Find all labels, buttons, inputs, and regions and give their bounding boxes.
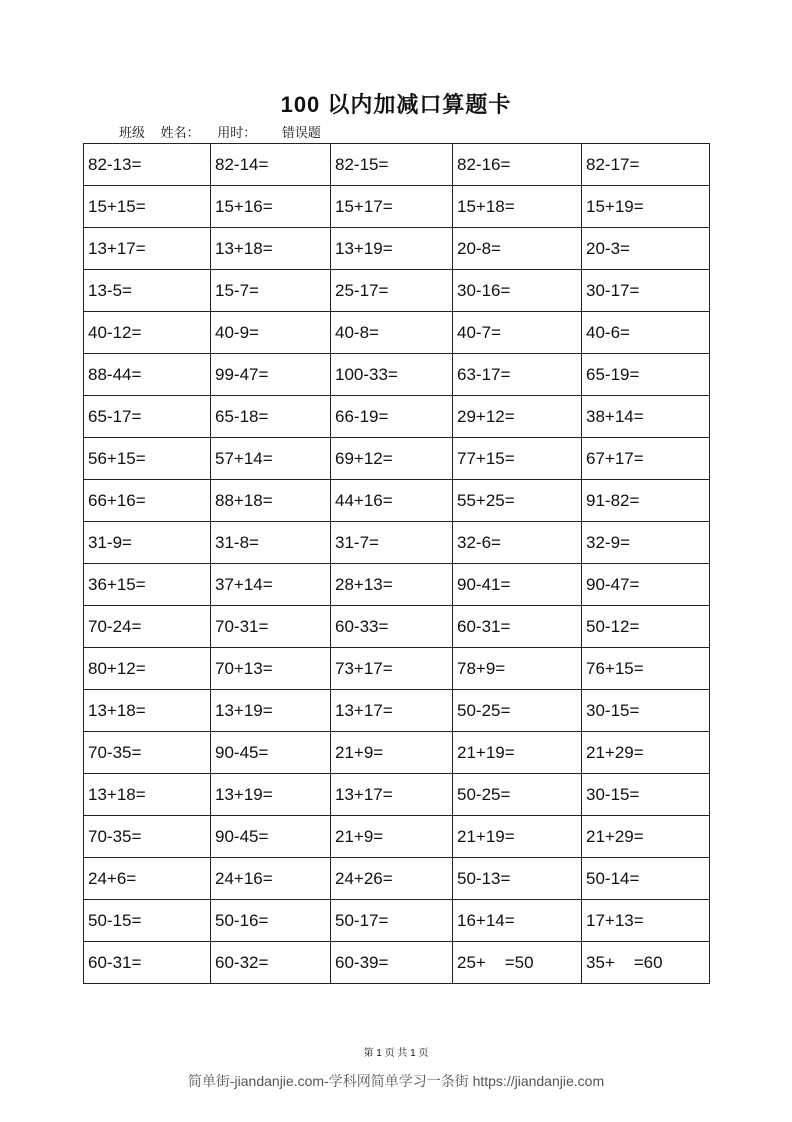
problem-cell: 91-82=	[582, 480, 710, 522]
problem-cell: 40-8=	[331, 312, 453, 354]
problem-cell: 65-17=	[84, 396, 211, 438]
name-label: 姓名：	[160, 125, 200, 140]
problem-cell: 90-47=	[582, 564, 710, 606]
problem-cell: 70-35=	[84, 816, 211, 858]
problem-cell: 40-9=	[211, 312, 331, 354]
problem-cell: 24+16=	[211, 858, 331, 900]
class-label: 班级	[119, 125, 146, 140]
problem-cell: 24+26=	[331, 858, 453, 900]
problem-cell: 78+9=	[453, 648, 582, 690]
problem-cell: 70-31=	[211, 606, 331, 648]
problem-cell: 25+ =50	[453, 942, 582, 984]
page-title: 100 以内加减口算题卡	[280, 92, 512, 117]
problem-cell: 29+12=	[453, 396, 582, 438]
errors-label: 错误题	[281, 125, 321, 140]
problem-cell: 13-5=	[84, 270, 211, 312]
problem-cell: 60-39=	[331, 942, 453, 984]
problem-row	[84, 774, 710, 816]
problem-cell: 15-7=	[211, 270, 331, 312]
problem-row	[84, 606, 710, 648]
problem-cell: 50-17=	[331, 900, 453, 942]
problem-row	[84, 354, 710, 396]
problem-row	[84, 312, 710, 354]
problem-cell: 30-15=	[582, 690, 710, 732]
problem-cell: 82-17=	[582, 144, 710, 186]
problem-cell: 60-32=	[211, 942, 331, 984]
time-label: 用时：	[217, 125, 257, 140]
header-fields	[119, 122, 321, 141]
problem-cell: 82-15=	[331, 144, 453, 186]
problem-cell: 30-15=	[582, 774, 710, 816]
problem-row	[84, 564, 710, 606]
problem-cell: 21+29=	[582, 732, 710, 774]
problem-cell: 50-14=	[582, 858, 710, 900]
problem-row	[84, 690, 710, 732]
problem-cell: 37+14=	[211, 564, 331, 606]
problem-cell: 90-45=	[211, 816, 331, 858]
problem-row	[84, 270, 710, 312]
problem-cell: 60-33=	[331, 606, 453, 648]
problem-cell: 90-45=	[211, 732, 331, 774]
problem-cell: 82-14=	[211, 144, 331, 186]
problem-cell: 21+19=	[453, 732, 582, 774]
problem-row	[84, 732, 710, 774]
problem-cell: 77+15=	[453, 438, 582, 480]
problem-cell: 50-12=	[582, 606, 710, 648]
problem-cell: 82-16=	[453, 144, 582, 186]
problem-cell: 67+17=	[582, 438, 710, 480]
problem-cell: 63-17=	[453, 354, 582, 396]
problem-cell: 15+16=	[211, 186, 331, 228]
problem-cell: 15+18=	[453, 186, 582, 228]
problem-cell: 38+14=	[582, 396, 710, 438]
problem-cell: 73+17=	[331, 648, 453, 690]
problem-row	[84, 522, 710, 564]
problem-cell: 15+17=	[331, 186, 453, 228]
problem-cell: 13+17=	[331, 774, 453, 816]
problem-cell: 30-17=	[582, 270, 710, 312]
problem-cell: 66+16=	[84, 480, 211, 522]
problem-cell: 31-7=	[331, 522, 453, 564]
problem-cell: 50-25=	[453, 774, 582, 816]
problem-cell: 88+18=	[211, 480, 331, 522]
problem-cell: 50-15=	[84, 900, 211, 942]
problem-cell: 44+16=	[331, 480, 453, 522]
problem-cell: 20-8=	[453, 228, 582, 270]
problem-cell: 99-47=	[211, 354, 331, 396]
page-number: 第 1 页 共 1 页	[363, 1048, 429, 1059]
problem-cell: 56+15=	[84, 438, 211, 480]
problem-row	[84, 480, 710, 522]
problem-cell: 20-3=	[582, 228, 710, 270]
problem-cell: 80+12=	[84, 648, 211, 690]
problem-cell: 31-9=	[84, 522, 211, 564]
problem-cell: 32-9=	[582, 522, 710, 564]
problem-cell: 13+17=	[84, 228, 211, 270]
problem-cell: 21+19=	[453, 816, 582, 858]
problem-cell: 13+19=	[331, 228, 453, 270]
problem-cell: 15+15=	[84, 186, 211, 228]
problem-cell: 13+19=	[211, 690, 331, 732]
problem-cell: 66-19=	[331, 396, 453, 438]
problem-cell: 13+19=	[211, 774, 331, 816]
problem-cell: 13+17=	[331, 690, 453, 732]
problem-cell: 21+29=	[582, 816, 710, 858]
problem-cell: 40-7=	[453, 312, 582, 354]
problem-row	[84, 144, 710, 186]
problem-row	[84, 900, 710, 942]
problem-cell: 36+15=	[84, 564, 211, 606]
problem-cell: 50-13=	[453, 858, 582, 900]
problem-cell: 35+ =60	[582, 942, 710, 984]
problem-cell: 15+19=	[582, 186, 710, 228]
problem-cell: 31-8=	[211, 522, 331, 564]
problem-cell: 50-25=	[453, 690, 582, 732]
problem-cell: 70-35=	[84, 732, 211, 774]
problem-row	[84, 816, 710, 858]
problem-cell: 69+12=	[331, 438, 453, 480]
problem-cell: 88-44=	[84, 354, 211, 396]
problem-row	[84, 942, 710, 984]
problem-cell: 65-18=	[211, 396, 331, 438]
problem-cell: 40-6=	[582, 312, 710, 354]
problem-cell: 21+9=	[331, 816, 453, 858]
problem-cell: 28+13=	[331, 564, 453, 606]
problem-cell: 13+18=	[84, 690, 211, 732]
problem-row	[84, 438, 710, 480]
problem-cell: 32-6=	[453, 522, 582, 564]
problem-cell: 57+14=	[211, 438, 331, 480]
problem-cell: 70+13=	[211, 648, 331, 690]
problem-cell: 60-31=	[84, 942, 211, 984]
problem-grid	[83, 143, 710, 984]
problem-cell: 16+14=	[453, 900, 582, 942]
problem-cell: 100-33=	[331, 354, 453, 396]
problem-cell: 65-19=	[582, 354, 710, 396]
problem-cell: 82-13=	[84, 144, 211, 186]
problem-row	[84, 858, 710, 900]
footer-watermark: 简单街-jiandanjie.com-学科网简单学习一条街 https://jiandanjie.com	[187, 1073, 605, 1089]
problem-cell: 25-17=	[331, 270, 453, 312]
problem-cell: 90-41=	[453, 564, 582, 606]
problem-cell: 55+25=	[453, 480, 582, 522]
problem-cell: 40-12=	[84, 312, 211, 354]
problem-cell: 76+15=	[582, 648, 710, 690]
problem-cell: 30-16=	[453, 270, 582, 312]
problem-cell: 17+13=	[582, 900, 710, 942]
problem-row	[84, 186, 710, 228]
problem-row	[84, 228, 710, 270]
problem-row	[84, 396, 710, 438]
problem-cell: 60-31=	[453, 606, 582, 648]
problem-cell: 70-24=	[84, 606, 211, 648]
problem-cell: 13+18=	[211, 228, 331, 270]
problem-cell: 24+6=	[84, 858, 211, 900]
problem-cell: 50-16=	[211, 900, 331, 942]
problem-cell: 21+9=	[331, 732, 453, 774]
problem-row	[84, 648, 710, 690]
problem-cell: 13+18=	[84, 774, 211, 816]
